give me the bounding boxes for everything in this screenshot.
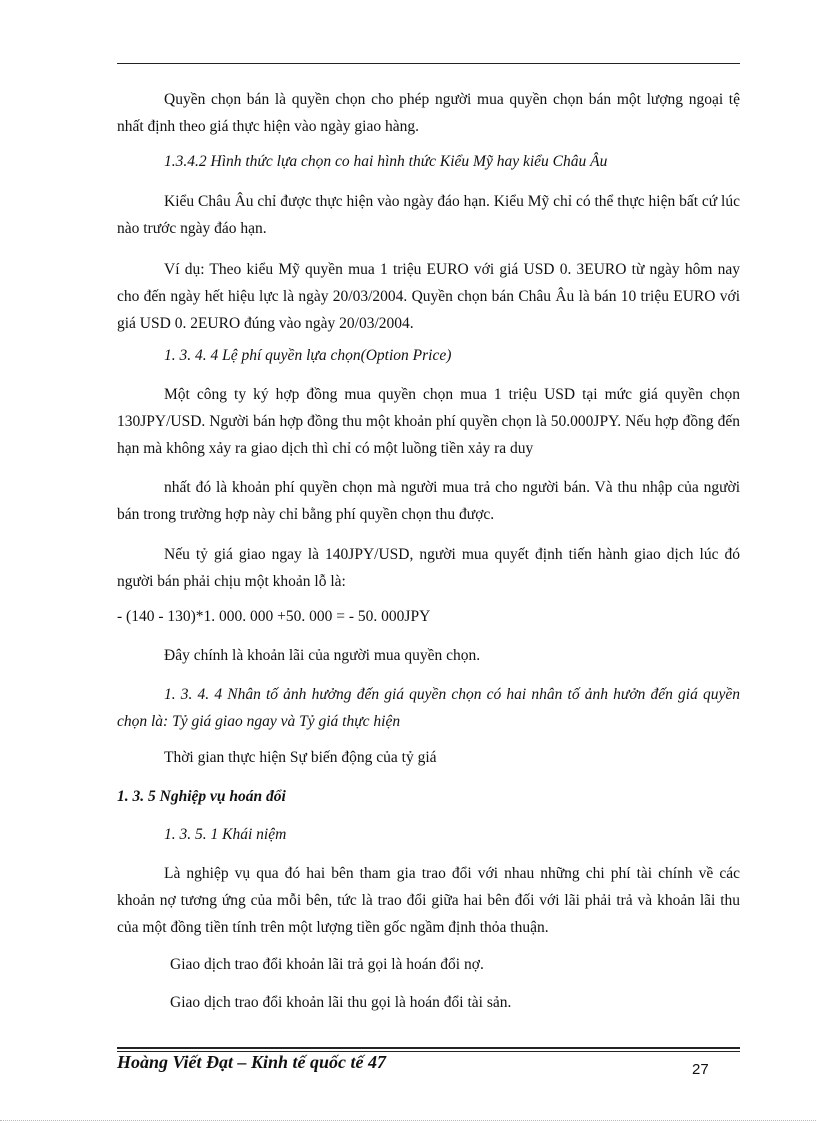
formula-loss: - (140 - 130)*1. 000. 000 +50. 000 = - 50. 000JPY — [117, 608, 431, 625]
paragraph-swap-definition: Là nghiệp vụ qua đó hai bên tham gia trao đổi với nhau những chi phí tài chính về các khoản nợ tương ứng của mỗi bên, tức là trao đổi giữa hai bên đối với lãi phải trả và khoản lãi thu của một đồng tiền tính trên một lượng tiền gốc ngầm định thỏa thuận. — [117, 865, 740, 936]
paragraph-put-option: Quyền chọn bán là quyền chọn cho phép người mua quyền chọn bán một lượng ngoại tệ nhất định theo giá thực hiện vào ngày giao hàng. — [117, 91, 740, 135]
paragraph-spot-rate: Nếu tỷ giá giao ngay là 140JPY/USD, người mua quyết định tiến hành giao dịch lúc đó người bán phải chịu một khoản lỗ là: — [117, 546, 740, 590]
header-rule — [117, 63, 740, 64]
heading-1-3-4-2: 1.3.4.2 Hình thức lựa chọn co hai hình thức Kiểu Mỹ hay kiểu Châu Âu — [164, 153, 608, 170]
page-number: 27 — [692, 1061, 709, 1078]
paragraph-buyer-profit: Đây chính là khoản lãi của người mua quyền chọn. — [164, 647, 481, 664]
paragraph-example: Ví dụ: Theo kiểu Mỹ quyền mua 1 triệu EURO với giá USD 0. 3EURO từ ngày hôm nay cho đến ngày hết hiệu lực là ngày 20/03/2004. Quyền chọn bán Châu Âu là bán 10 triệu EURO với giá USD 0. 2EURO đúng vào ngày 20/03/2004. — [117, 261, 740, 332]
heading-option-price: 1. 3. 4. 4 Lệ phí quyền lựa chọn(Option Price) — [164, 347, 452, 364]
paragraph-asset-swap: Giao dịch trao đổi khoản lãi thu gọi là hoán đổi tài sản. — [170, 994, 512, 1011]
footer-rule-top — [117, 1047, 740, 1049]
paragraph-factors-list: Thời gian thực hiện Sự biến động của tỷ giá — [164, 749, 437, 766]
paragraph-european-american-text: Kiểu Châu Âu chỉ được thực hiện vào ngày đáo hạn. Kiểu Mỹ chỉ có thể thực hiện bất cứ lúc nào trước ngày đáo hạn. — [117, 193, 740, 237]
footer-author: Hoàng Viết Đạt – Kinh tế quốc tế 47 — [117, 1052, 387, 1072]
page-edge-dots — [0, 1120, 816, 1121]
heading-price-factors: 1. 3. 4. 4 Nhân tố ảnh hưởng đến giá quyền chọn có hai nhân tố ảnh hưởn đến giá quyền chọn là: Tỷ giá giao ngay và Tỷ giá thực hiện — [117, 686, 740, 730]
paragraph-company-contract: Một công ty ký hợp đồng mua quyền chọn mua 1 triệu USD tại mức giá quyền chọn 130JPY/USD. Người bán hợp đồng thu một khoản phí quyền chọn là 50.000JPY. Nếu hợp đồng đến hạn mà không xảy ra giao dịch thì chỉ có một luồng tiền xảy ra duy — [117, 386, 740, 457]
paragraph-liability-swap: Giao dịch trao đổi khoản lãi trả gọi là hoán đổi nợ. — [170, 956, 484, 973]
paragraph-premium: nhất đó là khoản phí quyền chọn mà người mua trả cho người bán. Và thu nhập của người bán trong trường hợp này chỉ bằng phí quyền chọn thu được. — [117, 479, 740, 523]
heading-swap: 1. 3. 5 Nghiệp vụ hoán đổi — [117, 788, 286, 805]
heading-concept: 1. 3. 5. 1 Khái niệm — [164, 826, 287, 843]
